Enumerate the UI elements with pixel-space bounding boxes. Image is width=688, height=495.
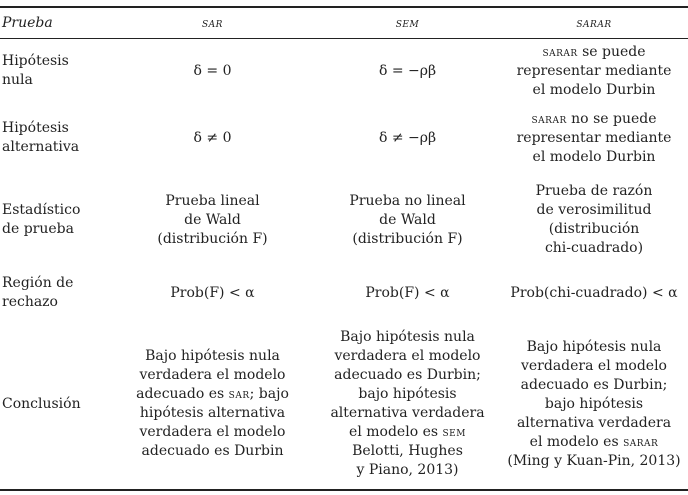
cell-sar: Prob(F) < α (170, 284, 255, 301)
header-prueba: Prueba (2, 14, 53, 31)
header-rule (0, 38, 688, 39)
row-label: Hipótesis nula (2, 53, 69, 88)
cell-sarar: sarar no se puede representar mediante el modelo Durbin (516, 110, 672, 165)
row-hipotesis-alternativa (0, 106, 688, 170)
cell-sar: δ = 0 (193, 62, 232, 79)
header-sem: sem (395, 15, 420, 31)
cell-sar: δ ≠ 0 (193, 129, 232, 146)
cell-sem: Bajo hipótesis nula verdadera el modelo adecuado es Durbin; bajo hipótesis alternativa verdadera el modelo es sem Belotti, Hughes y Piano, 2013) (330, 329, 485, 478)
row-label: Estadístico de prueba (2, 202, 81, 237)
cell-sem: δ ≠ −ρβ (378, 129, 437, 146)
cell-sem: Prueba no lineal de Wald (distribución F) (349, 192, 466, 247)
header-sarar: sarar (576, 15, 612, 31)
header-sar: sar (202, 15, 223, 31)
row-estadistico (0, 176, 688, 264)
row-label: Región de rechazo (2, 275, 74, 310)
cell-sarar: sarar se puede representar mediante el modelo Durbin (516, 43, 672, 98)
cell-sem: Prob(F) < α (365, 284, 450, 301)
bottom-rule (0, 489, 688, 491)
cell-sem: δ = −ρβ (378, 62, 437, 79)
cell-sarar: Prueba de razón de verosimilitud (distribución chi-cuadrado) (535, 183, 653, 256)
row-conclusion (0, 320, 688, 488)
row-label: Hipótesis alternativa (2, 120, 80, 155)
header-row (0, 8, 688, 38)
cell-sarar: Bajo hipótesis nula verdadera el modelo adecuado es Durbin; bajo hipótesis alternativa verdadera el modelo es sarar (Ming y Kuan-Pin, 2013) (507, 338, 681, 469)
row-region-rechazo (0, 272, 688, 314)
cell-sar: Bajo hipótesis nula verdadera el modelo adecuado es sar; bajo hipótesis alternativa verdadera el modelo adecuado es Durbin (136, 348, 289, 459)
row-label: Conclusión (2, 395, 81, 412)
row-hipotesis-nula (0, 40, 688, 102)
cell-sarar: Prob(chi-cuadrado) < α (510, 284, 678, 301)
cell-sar: Prueba lineal de Wald (distribución F) (157, 192, 268, 247)
